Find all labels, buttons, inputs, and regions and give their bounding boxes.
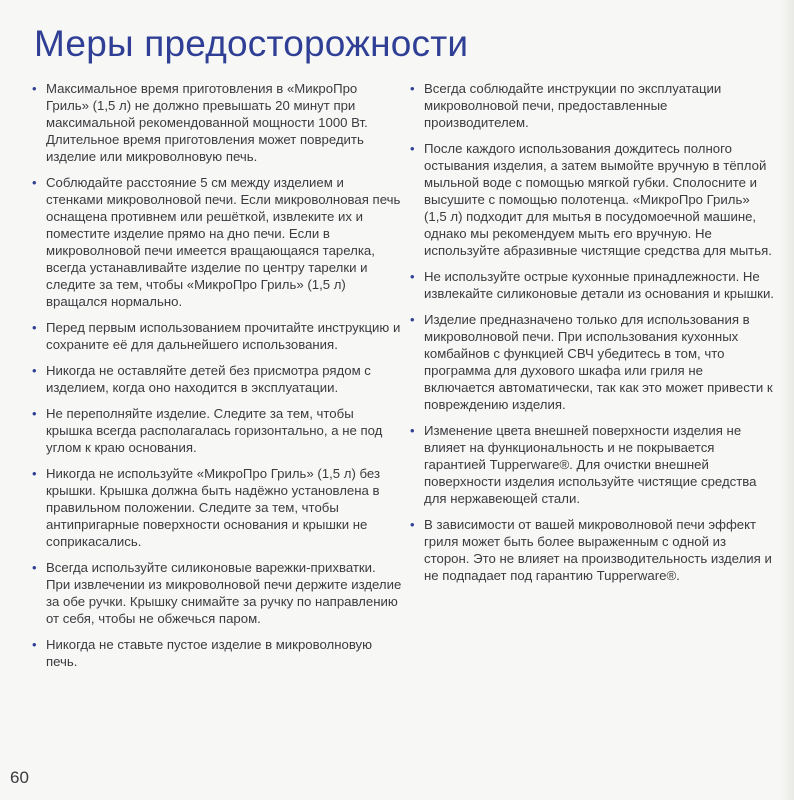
list-item	[32, 636, 402, 670]
list-item	[32, 80, 402, 165]
bullet-icon: •	[32, 560, 37, 575]
list-item-text: Никогда не ставьте пустое изделие в микроволновую печь.	[46, 637, 373, 669]
list-item	[32, 319, 402, 353]
bullet-icon: •	[32, 406, 37, 421]
right-column	[410, 80, 775, 593]
bullet-icon: •	[32, 363, 37, 378]
list-item-text: Всегда используйте силиконовые варежки-прихватки. При извлечении из микроволновой печи держите изделие за обе ручки. Крышку снимайте за ручку по направлению от себя, чтобы не обжечься паром.	[46, 560, 402, 626]
list-item	[32, 174, 402, 310]
bullet-icon: •	[410, 269, 415, 284]
list-item	[32, 405, 402, 456]
bullet-icon: •	[32, 466, 37, 481]
bullet-icon: •	[410, 517, 415, 532]
list-item-text: Максимальное время приготовления в «МикроПро Гриль» (1,5 л) не должно превышать 20 минут при максимальной рекомендованной мощности 1000 Вт. Длительное время приготовления может повредить изделие или микроволновую печь.	[46, 81, 368, 164]
bullet-icon: •	[410, 81, 415, 96]
list-item	[410, 311, 775, 413]
left-column	[32, 80, 402, 679]
list-item-text: Никогда не используйте «МикроПро Гриль» (1,5 л) без крышки. Крышка должна быть надёжно установлена в правильном положении. Следите за тем, чтобы антипригарные поверхности основания и крышки не соприкасались.	[46, 466, 381, 549]
list-item	[32, 559, 402, 627]
list-item	[32, 465, 402, 550]
list-item-text: В зависимости от вашей микроволновой печи эффект гриля может быть более выраженным с одной из сторон. Это не влияет на производительность изделия и не подпадает под гарантию Tupperware®.	[424, 517, 772, 583]
bullet-icon: •	[32, 637, 37, 652]
bullet-icon: •	[410, 141, 415, 156]
bullet-icon: •	[410, 312, 415, 327]
bullet-icon: •	[32, 320, 37, 335]
list-item	[410, 80, 775, 131]
list-item-text: Изделие предназначено только для использования в микроволновой печи. При использования кухонных комбайнов с функцией СВЧ убедитесь в том, что программа для духового шкафа или гриля не включается автоматически, так как это может привести к повреждению изделия.	[424, 312, 773, 412]
list-item-text: Всегда соблюдайте инструкции по эксплуатации микроволновой печи, предоставленные производителем.	[424, 81, 722, 130]
page-title: Меры предосторожности	[34, 23, 469, 64]
list-item-text: Не используйте острые кухонные принадлежности. Не извлекайте силиконовые детали из основания и крышки.	[424, 269, 774, 301]
list-item-text: Соблюдайте расстояние 5 см между изделием и стенками микроволновой печи. Если микроволновая печь оснащена противнем или решёткой, извлеките их и поместите изделие прямо на дно печи. Если в микроволновой печи имеется вращающаяся тарелка, всегда устанавливайте изделие по центру тарелки и следите за тем, чтобы «МикроПро Гриль» (1,5 л) вращался нормально.	[46, 175, 401, 309]
list-item-text: Не переполняйте изделие. Следите за тем, чтобы крышка всегда располагалась горизонтально, а не под углом к краю основания.	[46, 406, 383, 455]
list-item-text: Никогда не оставляйте детей без присмотра рядом с изделием, когда оно находится в эксплуатации.	[46, 363, 371, 395]
page-number: 60	[10, 768, 29, 787]
list-item	[410, 516, 775, 584]
list-item	[410, 422, 775, 507]
list-item-text: Перед первым использованием прочитайте инструкцию и сохраните её для дальнейшего использования.	[46, 320, 401, 352]
bullet-icon: •	[32, 175, 37, 190]
bullet-icon: •	[32, 81, 37, 96]
page-edge-shadow	[780, 0, 794, 800]
list-item	[32, 362, 402, 396]
list-item	[410, 268, 775, 302]
list-item-text: Изменение цвета внешней поверхности изделия не влияет на функциональность и не покрывается гарантией Tupperware®. Для очистки внешней поверхности изделия используйте чистящие средства для нержавеющей стали.	[424, 423, 757, 506]
list-item-text: После каждого использования дождитесь полного остывания изделия, а затем вымойте вручную в тёплой мыльной воде с помощью мягкой губки. Сполосните и высушите с помощью полотенца. «МикроПро Гриль» (1,5 л) подходит для мытья в посудомоечной машине, однако мы рекомендуем мыть его вручную. Не используйте абразивные чистящие средства для мытья.	[424, 141, 772, 258]
list-item	[410, 140, 775, 259]
bullet-icon: •	[410, 423, 415, 438]
